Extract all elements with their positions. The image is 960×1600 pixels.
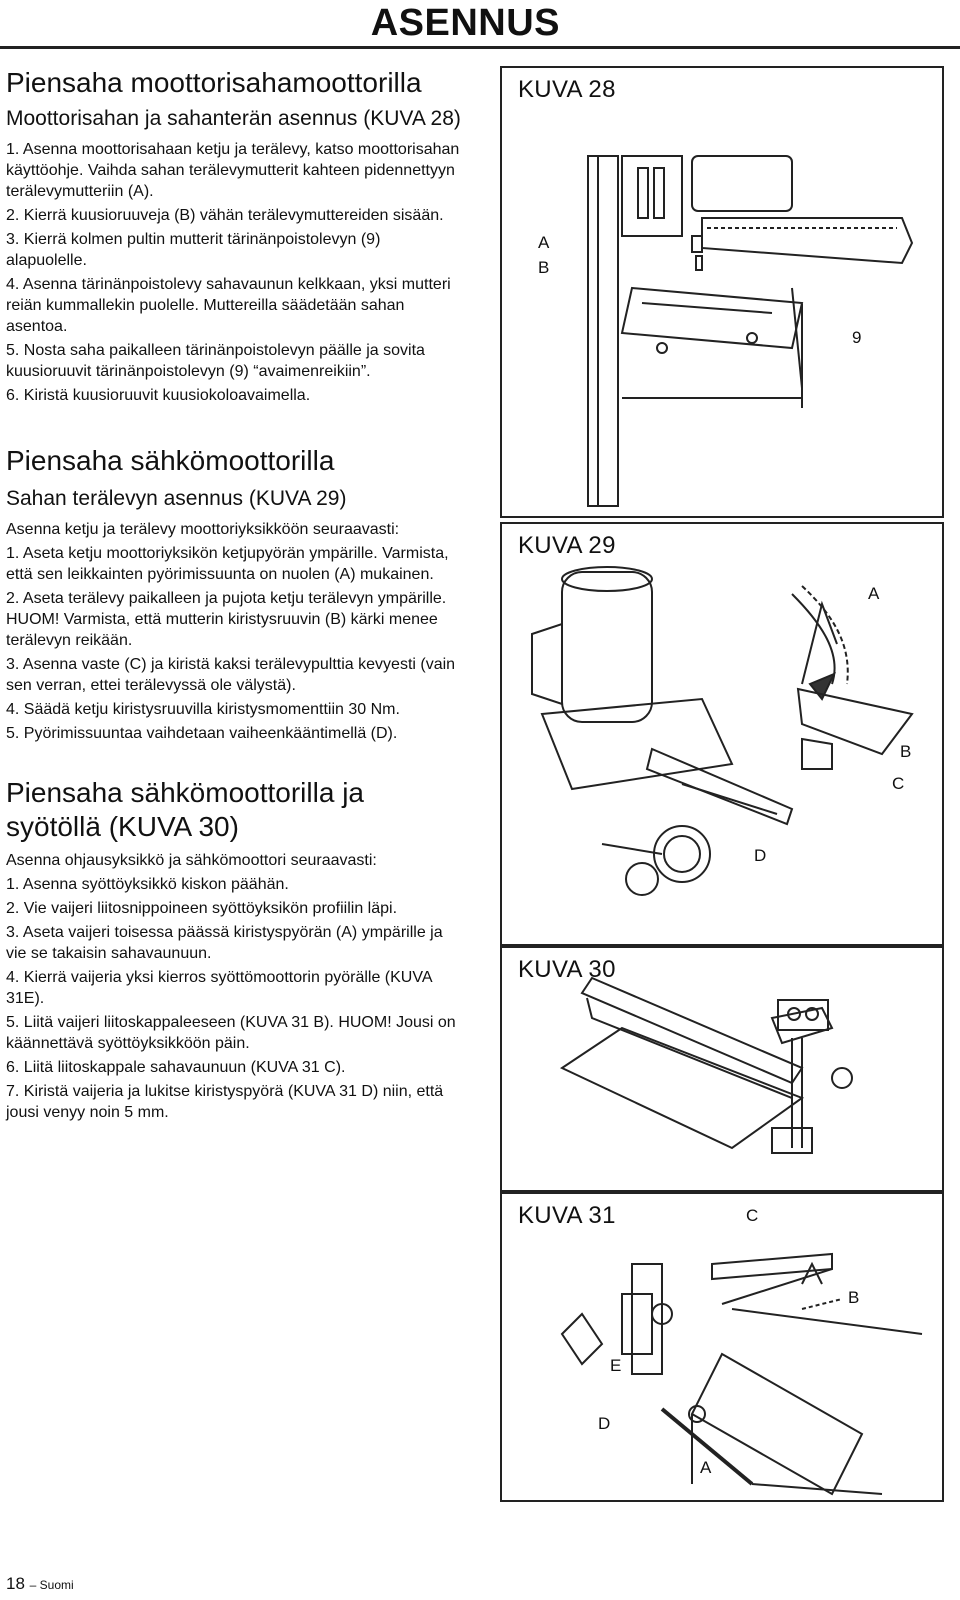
figure-29 (500, 522, 944, 946)
page-footer (6, 1574, 74, 1594)
section3-step: 5. Liitä vaijeri liitoskappaleeseen (KUVA 31 B). HUOM! Jousi on käännettävä syöttöyksikköön päin. (6, 1014, 456, 1052)
section3-title: Piensaha sähkömoottorilla ja syötöllä (KUVA 30) (6, 777, 364, 842)
callout-e: E (610, 1356, 622, 1375)
section3-step: 3. Aseta vaijeri toisessa päässä kiristyspyörän (A) ympärille ja vie se takaisin sahavaunuun. (6, 924, 443, 962)
section3-step: 6. Liitä liitoskappale sahavaunuun (KUVA 31 C). (6, 1059, 346, 1076)
figure-31 (500, 1192, 944, 1502)
callout-c: C (746, 1206, 759, 1225)
section2-title: Piensaha sähkömoottorilla (6, 445, 335, 476)
figure-label: KUVA 28 (518, 76, 616, 103)
section1-step: 6. Kiristä kuusioruuvit kuusiokoloavaimella. (6, 387, 311, 404)
figure-label: KUVA 30 (518, 956, 616, 983)
header-rule (0, 46, 960, 49)
figure-30 (500, 946, 944, 1192)
section3-intro: Asenna ohjausyksikkö ja sähkömoottori seuraavasti: (6, 852, 377, 869)
section2-subtitle: Sahan terälevyn asennus (KUVA 29) (6, 487, 347, 510)
callout-a: A (700, 1458, 712, 1477)
callout-d: D (598, 1414, 611, 1433)
section1-step: 1. Asenna moottorisahaan ketju ja terälevy, katso moottorisahan käyttöohje. Vaihda sahan terälevymutterit kahteen pidennettyyn terälevymutteriin (A). (6, 141, 460, 200)
callout-b: B (538, 258, 550, 277)
section3-step: 1. Asenna syöttöyksikkö kiskon päähän. (6, 876, 289, 893)
callout-c: C (892, 774, 905, 793)
callout-b: B (900, 742, 912, 761)
feed-unit-installation-illustration (502, 948, 942, 1190)
figure-label: KUVA 31 (518, 1202, 616, 1229)
callout-a: A (868, 584, 880, 603)
section2-step: 5. Pyörimissuuntaa vaihdetaan vaiheenkääntimellä (D). (6, 725, 398, 742)
wire-tensioning-illustration (502, 1194, 942, 1500)
section3-step: 2. Vie vaijeri liitosnippoineen syöttöyksikön profiilin läpi. (6, 900, 398, 917)
footer-language: – Suomi (29, 1578, 74, 1592)
callout-d: D (754, 846, 767, 865)
section2-intro: Asenna ketju ja terälevy moottoriyksikköön seuraavasti: (6, 521, 400, 538)
section2-step: 2. Aseta terälevy paikalleen ja pujota ketju terälevyn ympärille. HUOM! Varmista, että mutterin kiristysruuvin (B) kärki menee terälevyn reikään. (6, 590, 447, 649)
figure-28 (500, 66, 944, 518)
section1-step: 2. Kierrä kuusioruuveja (B) vähän terälevymuttereiden sisään. (6, 207, 444, 224)
section2-step: 3. Asenna vaste (C) ja kiristä kaksi terälevypulttia kevyesti (vain sen verran, ettei terälevyssä ole välystä). (6, 656, 456, 694)
section1-step: 3. Kierrä kolmen pultin mutterit tärinänpoistolevyn (9) alapuolelle. (6, 231, 381, 269)
section2-step: 1. Aseta ketju moottoriyksikön ketjupyörän ympärille. Varmista, että sen leikkainten pyörimissuunta on nuolen (A) mukainen. (6, 545, 449, 583)
section1-step: 5. Nosta saha paikalleen tärinänpoistolevyn päälle ja sovita kuusioruuvit tärinänpoistolevyn (9) “avaimenreikiin”. (6, 342, 425, 380)
footer-language-text: Suomi (39, 1578, 74, 1592)
section2-step: 4. Säädä ketju kiristysruuvilla kiristysmomenttiin 30 Nm. (6, 701, 400, 718)
callout-9: 9 (852, 328, 862, 347)
section1-step: 4. Asenna tärinänpoistolevy sahavaunun kelkkaan, yksi mutteri reiän kummallekin puolelle. Muttereilla säädetään sahan asentoa. (6, 276, 451, 335)
callout-b: B (848, 1288, 860, 1307)
page-title: ASENNUS (370, 2, 560, 44)
section1-subtitle: Moottorisahan ja sahanterän asennus (KUVA 28) (6, 107, 461, 130)
figure-label: KUVA 29 (518, 532, 616, 559)
page-number: 18 (6, 1574, 25, 1593)
callout-a: A (538, 233, 550, 252)
chainsaw-mount-illustration (502, 68, 942, 516)
section3-step: 4. Kierrä vaijeria yksi kierros syöttömoottorin pyörälle (KUVA 31E). (6, 969, 432, 1007)
text-column (6, 66, 461, 1126)
section3-step: 7. Kiristä vaijeria ja lukitse kiristyspyörä (KUVA 31 D) niin, että jousi venyy noin 5 mm. (6, 1083, 444, 1121)
section1-title: Piensaha moottorisahamoottorilla (6, 67, 422, 98)
